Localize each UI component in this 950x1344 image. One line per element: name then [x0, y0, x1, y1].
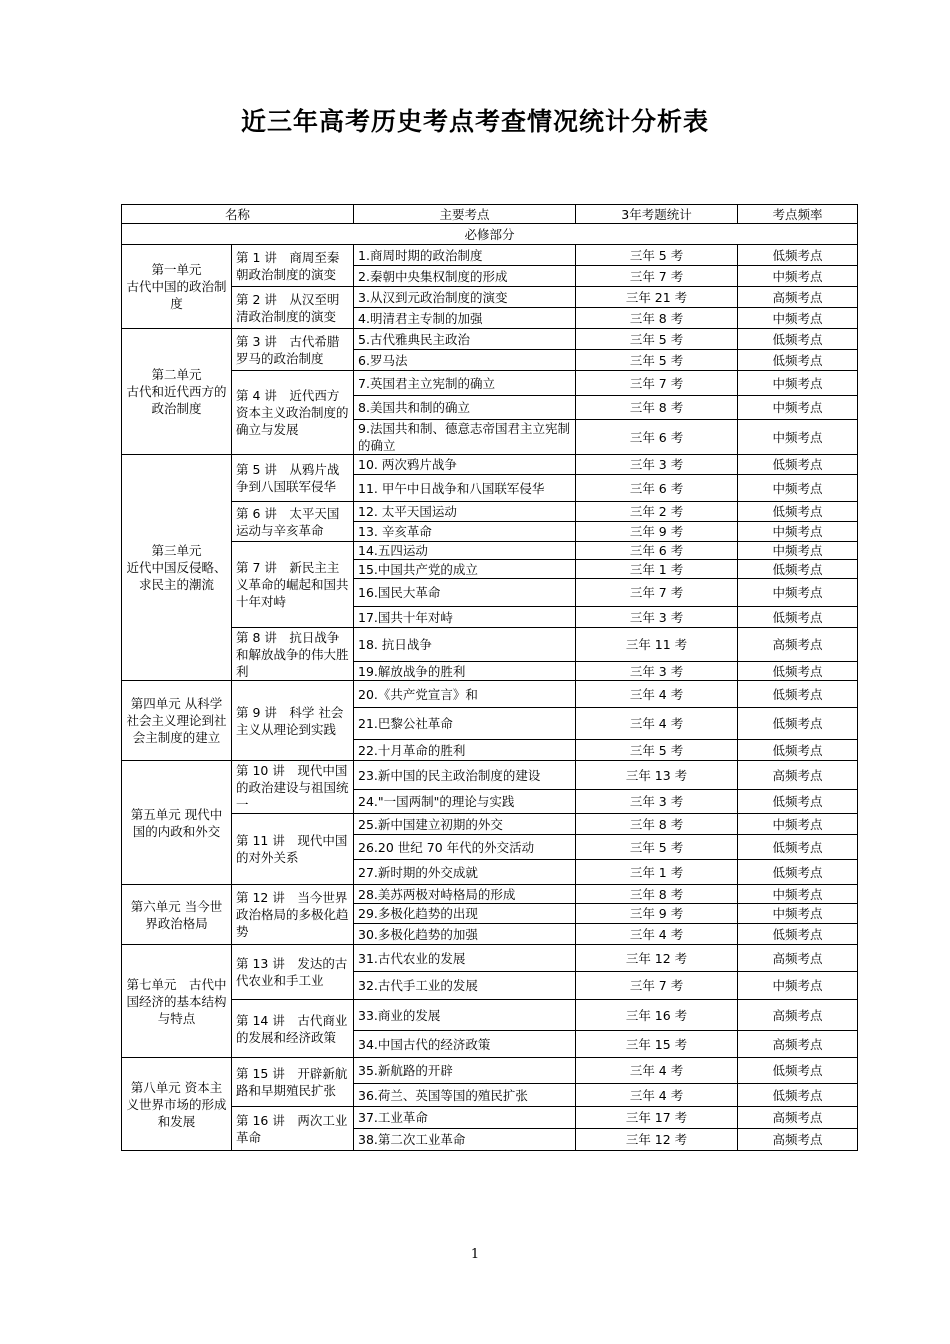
unit-name: 第三单元 近代中国反侵略、求民主的潮流 [122, 455, 232, 681]
exam-count: 三年 8 考 [576, 814, 738, 835]
exam-count: 三年 4 考 [576, 1058, 738, 1084]
exam-count: 三年 7 考 [576, 371, 738, 396]
lecture-name: 第 5 讲 从鸦片战争到八国联军侵华 [232, 455, 354, 502]
point-frequency: 低频考点 [738, 835, 858, 860]
exam-point: 18. 抗日战争 [354, 628, 576, 662]
lecture-name: 第 10 讲 现代中国的政治建设与祖国统一 [232, 761, 354, 814]
exam-point: 31.古代农业的发展 [354, 945, 576, 972]
lecture-name: 第 8 讲 抗日战争和解放战争的伟大胜利 [232, 628, 354, 681]
exam-point: 14.五四运动 [354, 542, 576, 560]
exam-count: 三年 15 考 [576, 1031, 738, 1058]
lecture-name: 第 6 讲 太平天国运动与辛亥革命 [232, 502, 354, 542]
point-frequency: 低频考点 [738, 860, 858, 885]
exam-point: 13. 辛亥革命 [354, 522, 576, 542]
point-frequency: 低频考点 [738, 924, 858, 945]
point-frequency: 低频考点 [738, 502, 858, 522]
point-frequency: 低频考点 [738, 708, 858, 740]
exam-count: 三年 3 考 [576, 790, 738, 814]
lecture-name: 第 1 讲 商周至秦朝政治制度的演变 [232, 245, 354, 287]
exam-point: 25.新中国建立初期的外交 [354, 814, 576, 835]
exam-point: 36.荷兰、英国等国的殖民扩张 [354, 1084, 576, 1107]
exam-point: 4.明清君主专制的加强 [354, 308, 576, 329]
unit-name: 第一单元 古代中国的政治制度 [122, 245, 232, 329]
point-frequency: 高频考点 [738, 945, 858, 972]
point-frequency: 高频考点 [738, 1107, 858, 1129]
point-frequency: 低频考点 [738, 790, 858, 814]
point-frequency: 高频考点 [738, 1129, 858, 1151]
unit-name: 第二单元 古代和近代西方的政治制度 [122, 329, 232, 455]
table-row [122, 455, 858, 475]
exam-point: 11. 甲午中日战争和八国联军侵华 [354, 475, 576, 502]
lecture-name: 第 14 讲 古代商业的发展和经济政策 [232, 1000, 354, 1058]
exam-point: 33.商业的发展 [354, 1000, 576, 1031]
exam-count: 三年 8 考 [576, 308, 738, 329]
exam-count: 三年 4 考 [576, 924, 738, 945]
exam-count: 三年 8 考 [576, 396, 738, 420]
table-row [122, 245, 858, 266]
table-row [122, 542, 858, 560]
exam-point: 21.巴黎公社革命 [354, 708, 576, 740]
section-label: 必修部分 [122, 224, 858, 245]
exam-point: 24."一国两制"的理论与实践 [354, 790, 576, 814]
unit-name: 第四单元 从科学社会主义理论到社会主制度的建立 [122, 681, 232, 761]
point-frequency: 中频考点 [738, 522, 858, 542]
exam-count: 三年 6 考 [576, 542, 738, 560]
table-row [122, 1107, 858, 1129]
point-frequency: 中频考点 [738, 308, 858, 329]
exam-point: 16.国民大革命 [354, 579, 576, 607]
exam-count: 三年 9 考 [576, 904, 738, 924]
exam-point: 6.罗马法 [354, 350, 576, 371]
exam-point: 23.新中国的民主政治制度的建设 [354, 761, 576, 790]
exam-point: 10. 两次鸦片战争 [354, 455, 576, 475]
lecture-name: 第 15 讲 开辟新航路和早期殖民扩张 [232, 1058, 354, 1107]
table-row [122, 945, 858, 972]
unit-name: 第六单元 当今世界政治格局 [122, 885, 232, 945]
header-row [122, 205, 858, 224]
point-frequency: 中频考点 [738, 420, 858, 455]
exam-point: 15.中国共产党的成立 [354, 560, 576, 579]
table-row [122, 681, 858, 708]
exam-count: 三年 5 考 [576, 740, 738, 761]
point-frequency: 高频考点 [738, 1000, 858, 1031]
exam-count: 三年 3 考 [576, 455, 738, 475]
exam-point: 7.英国君主立宪制的确立 [354, 371, 576, 396]
exam-point: 12. 太平天国运动 [354, 502, 576, 522]
exam-point: 35.新航路的开辟 [354, 1058, 576, 1084]
exam-count: 三年 7 考 [576, 579, 738, 607]
point-frequency: 低频考点 [738, 329, 858, 350]
point-frequency: 中频考点 [738, 904, 858, 924]
exam-count: 三年 7 考 [576, 972, 738, 1000]
page-number: 1 [470, 1247, 480, 1262]
table-row [122, 287, 858, 308]
header-count: 3年考题统计 [576, 205, 738, 224]
exam-point: 37.工业革命 [354, 1107, 576, 1129]
exam-count: 三年 4 考 [576, 681, 738, 708]
exam-point: 32.古代手工业的发展 [354, 972, 576, 1000]
point-frequency: 高频考点 [738, 1031, 858, 1058]
exam-point: 2.秦朝中央集权制度的形成 [354, 266, 576, 287]
point-frequency: 高频考点 [738, 761, 858, 790]
document-title: 近三年高考历史考点考查情况统计分析表 [240, 107, 709, 136]
header-name: 名称 [122, 205, 354, 224]
header-main-point: 主要考点 [354, 205, 576, 224]
exam-point: 8.美国共和制的确立 [354, 396, 576, 420]
lecture-name: 第 9 讲 科学 社会主义从理论到实践 [232, 681, 354, 761]
exam-point: 5.古代雅典民主政治 [354, 329, 576, 350]
lecture-name: 第 2 讲 从汉至明清政治制度的演变 [232, 287, 354, 329]
exam-count: 三年 1 考 [576, 860, 738, 885]
lecture-name: 第 3 讲 古代希腊罗马的政治制度 [232, 329, 354, 371]
exam-count: 三年 8 考 [576, 885, 738, 904]
point-frequency: 中频考点 [738, 266, 858, 287]
exam-count: 三年 3 考 [576, 607, 738, 628]
table-row [122, 885, 858, 904]
header-frequency: 考点频率 [738, 205, 858, 224]
lecture-name: 第 11 讲 现代中国的对外关系 [232, 814, 354, 885]
lecture-name: 第 13 讲 发达的古代农业和手工业 [232, 945, 354, 1000]
exam-point: 17.国共十年对峙 [354, 607, 576, 628]
exam-point: 34.中国古代的经济政策 [354, 1031, 576, 1058]
point-frequency: 低频考点 [738, 455, 858, 475]
point-frequency: 高频考点 [738, 287, 858, 308]
table-row [122, 1058, 858, 1084]
exam-count: 三年 4 考 [576, 1084, 738, 1107]
exam-count: 三年 6 考 [576, 420, 738, 455]
table-row [122, 814, 858, 835]
exam-count: 三年 3 考 [576, 662, 738, 681]
exam-count: 三年 21 考 [576, 287, 738, 308]
unit-name: 第八单元 资本主义世界市场的形成和发展 [122, 1058, 232, 1151]
exam-count: 三年 9 考 [576, 522, 738, 542]
exam-point: 27.新时期的外交成就 [354, 860, 576, 885]
point-frequency: 低频考点 [738, 1084, 858, 1107]
exam-point: 19.解放战争的胜利 [354, 662, 576, 681]
point-frequency: 中频考点 [738, 542, 858, 560]
exam-count: 三年 7 考 [576, 266, 738, 287]
lecture-name: 第 16 讲 两次工业革命 [232, 1107, 354, 1151]
table-row [122, 628, 858, 662]
point-frequency: 低频考点 [738, 740, 858, 761]
exam-point: 9.法国共和制、德意志帝国君主立宪制的确立 [354, 420, 576, 455]
point-frequency: 中频考点 [738, 814, 858, 835]
lecture-name: 第 7 讲 新民主主义革命的崛起和国共十年对峙 [232, 542, 354, 628]
exam-count: 三年 13 考 [576, 761, 738, 790]
exam-point: 26.20 世纪 70 年代的外交活动 [354, 835, 576, 860]
table-row [122, 329, 858, 350]
exam-point: 22.十月革命的胜利 [354, 740, 576, 761]
lecture-name: 第 12 讲 当今世界政治格局的多极化趋势 [232, 885, 354, 945]
exam-count: 三年 12 考 [576, 945, 738, 972]
table-row [122, 761, 858, 790]
exam-count: 三年 5 考 [576, 329, 738, 350]
exam-count: 三年 5 考 [576, 835, 738, 860]
exam-point: 1.商周时期的政治制度 [354, 245, 576, 266]
exam-count: 三年 16 考 [576, 1000, 738, 1031]
point-frequency: 中频考点 [738, 475, 858, 502]
exam-count: 三年 11 考 [576, 628, 738, 662]
exam-point: 29.多极化趋势的出现 [354, 904, 576, 924]
point-frequency: 中频考点 [738, 972, 858, 1000]
exam-count: 三年 2 考 [576, 502, 738, 522]
point-frequency: 中频考点 [738, 371, 858, 396]
lecture-name: 第 4 讲 近代西方资本主义政治制度的确立与发展 [232, 371, 354, 455]
exam-count: 三年 5 考 [576, 245, 738, 266]
point-frequency: 低频考点 [738, 662, 858, 681]
exam-count: 三年 17 考 [576, 1107, 738, 1129]
exam-statistics-table [121, 204, 858, 1151]
exam-count: 三年 4 考 [576, 708, 738, 740]
exam-count: 三年 12 考 [576, 1129, 738, 1151]
exam-point: 28.美苏两极对峙格局的形成 [354, 885, 576, 904]
point-frequency: 中频考点 [738, 885, 858, 904]
point-frequency: 低频考点 [738, 245, 858, 266]
exam-point: 20.《共产党宣言》和 [354, 681, 576, 708]
table-row [122, 371, 858, 396]
table-row [122, 1000, 858, 1031]
section-row [122, 224, 858, 245]
exam-count: 三年 5 考 [576, 350, 738, 371]
point-frequency: 低频考点 [738, 560, 858, 579]
unit-name: 第七单元 古代中国经济的基本结构与特点 [122, 945, 232, 1058]
exam-point: 3.从汉到元政治制度的演变 [354, 287, 576, 308]
exam-point: 38.第二次工业革命 [354, 1129, 576, 1151]
exam-count: 三年 6 考 [576, 475, 738, 502]
point-frequency: 高频考点 [738, 628, 858, 662]
point-frequency: 低频考点 [738, 607, 858, 628]
point-frequency: 中频考点 [738, 579, 858, 607]
point-frequency: 低频考点 [738, 350, 858, 371]
point-frequency: 低频考点 [738, 1058, 858, 1084]
point-frequency: 中频考点 [738, 396, 858, 420]
exam-point: 30.多极化趋势的加强 [354, 924, 576, 945]
unit-name: 第五单元 现代中国的内政和外交 [122, 761, 232, 885]
table-row [122, 502, 858, 522]
exam-count: 三年 1 考 [576, 560, 738, 579]
point-frequency: 低频考点 [738, 681, 858, 708]
